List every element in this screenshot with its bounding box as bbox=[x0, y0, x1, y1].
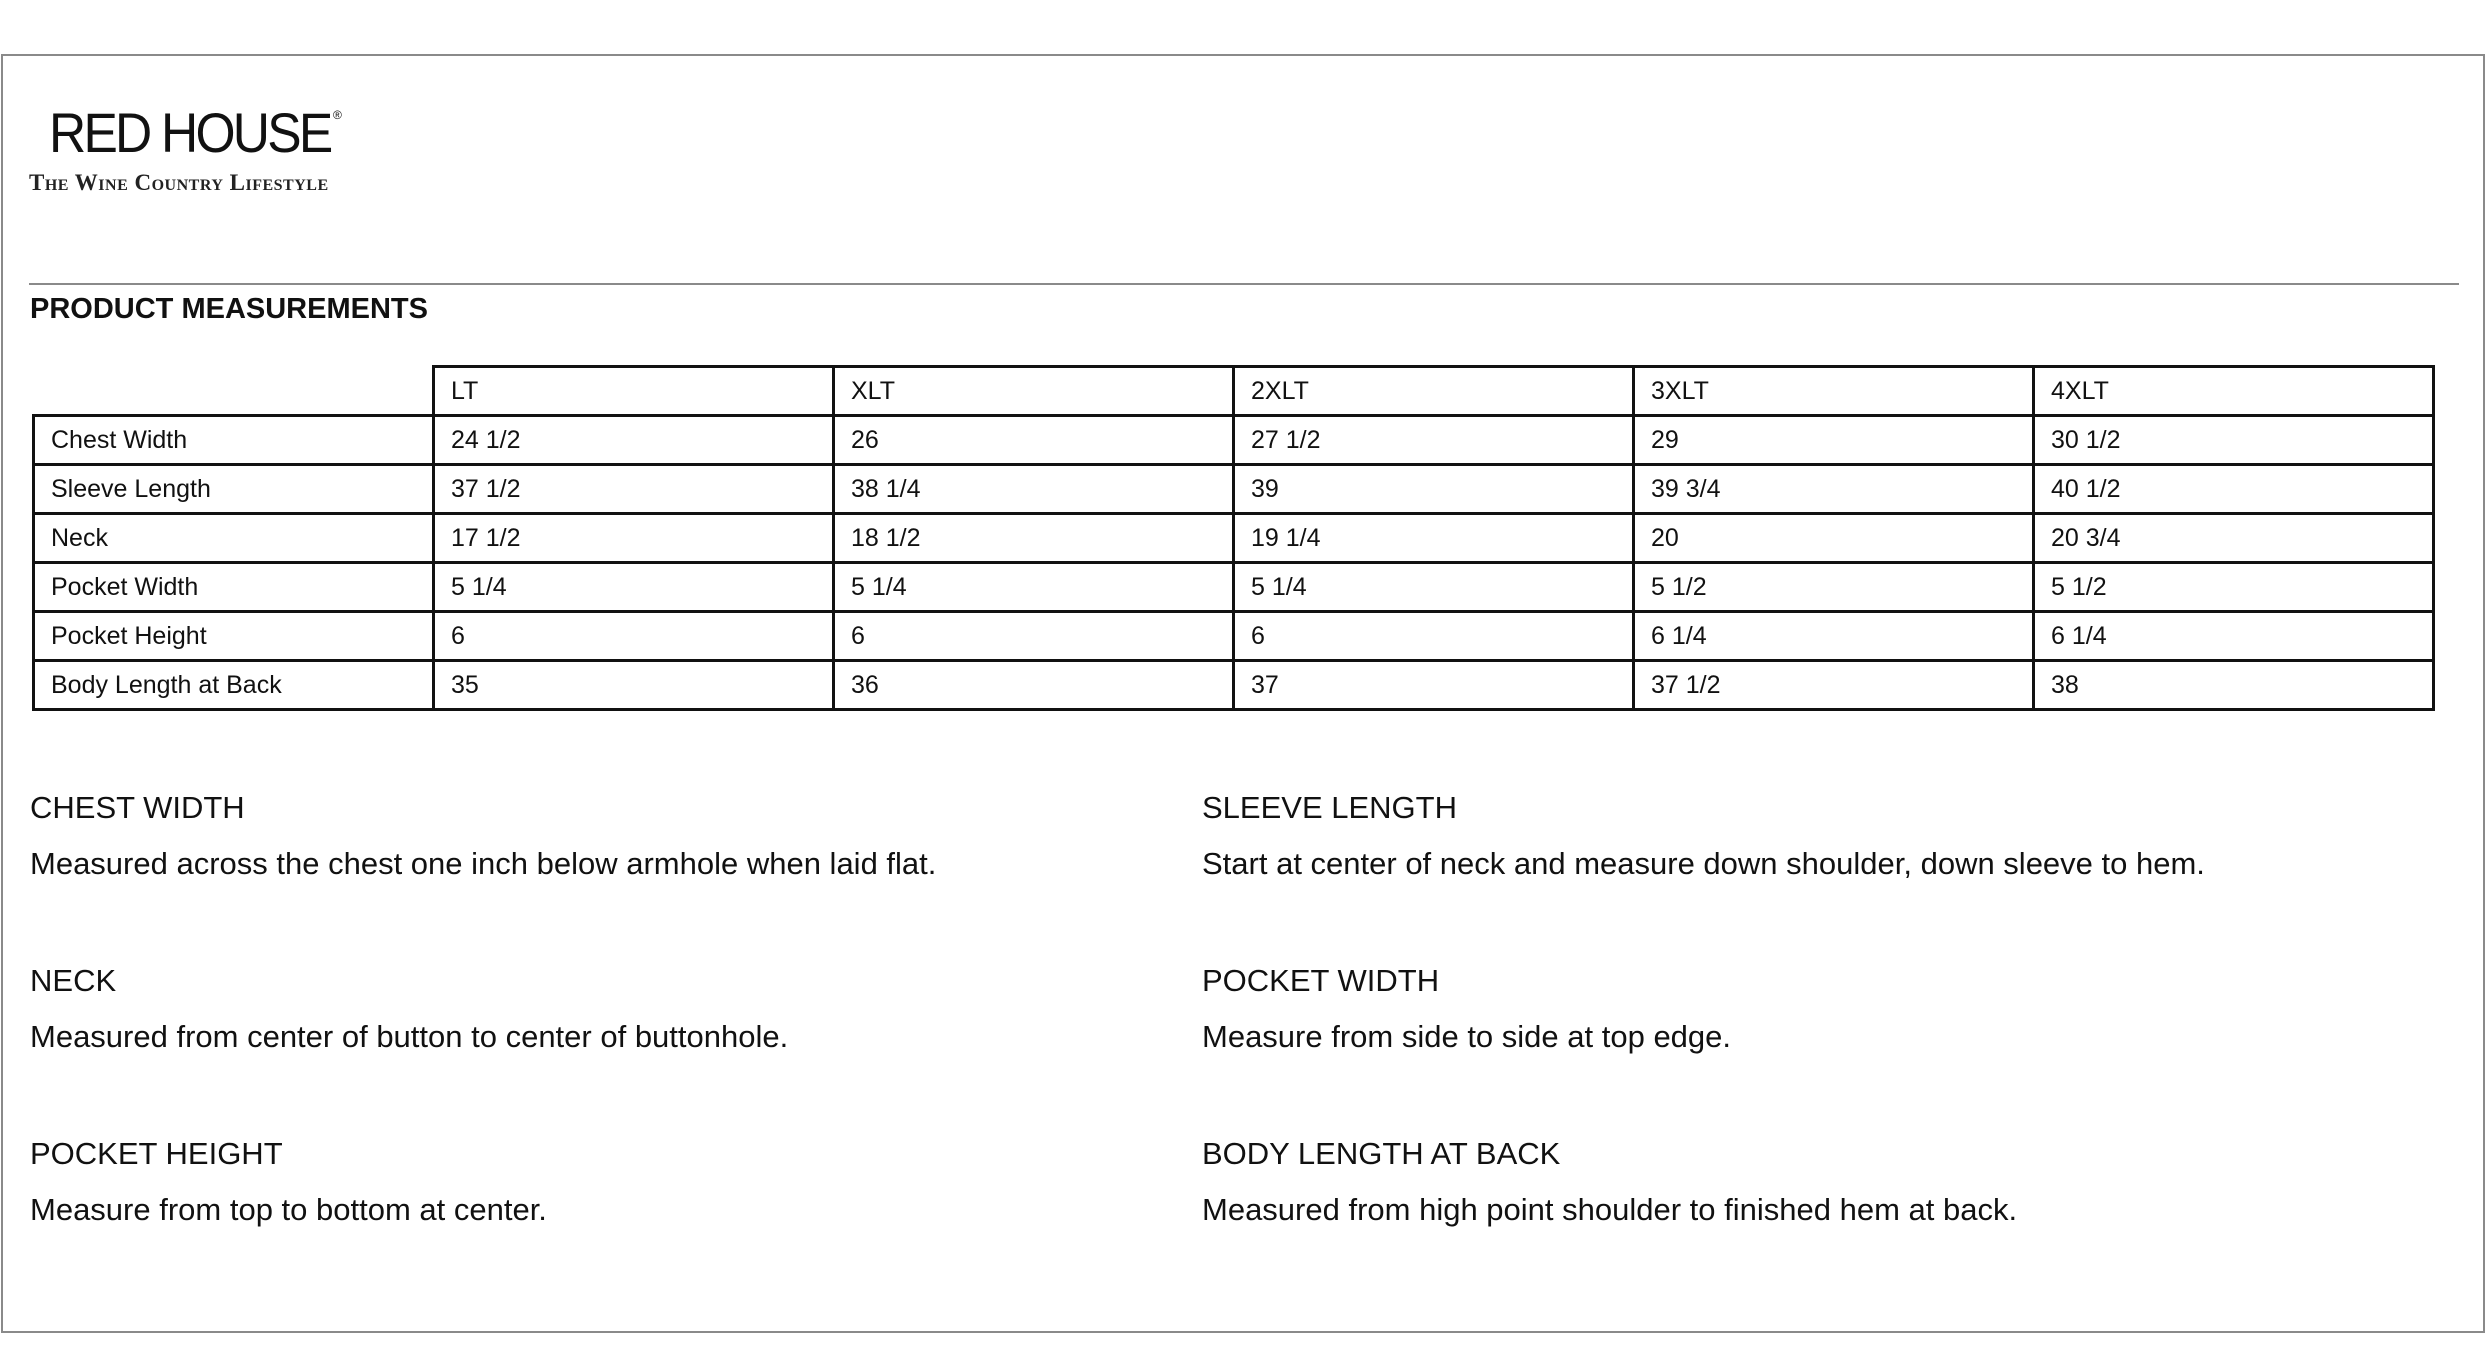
row-label: Sleeve Length bbox=[34, 465, 434, 514]
table-cell: 39 3/4 bbox=[1634, 465, 2034, 514]
table-cell: 5 1/4 bbox=[434, 563, 834, 612]
table-cell: 19 1/4 bbox=[1234, 514, 1634, 563]
table-cell: 35 bbox=[434, 661, 834, 710]
definition-text: Start at center of neck and measure down shoulder, down sleeve to hem. bbox=[1202, 846, 2205, 881]
table-cell: 29 bbox=[1634, 416, 2034, 465]
definition-text: Measured from center of button to center of buttonhole. bbox=[30, 1019, 789, 1054]
row-label: Pocket Height bbox=[34, 612, 434, 661]
definition-text: Measure from top to bottom at center. bbox=[30, 1192, 547, 1227]
table-cell: 26 bbox=[834, 416, 1234, 465]
table-cell: 5 1/4 bbox=[1234, 563, 1634, 612]
row-label: Neck bbox=[34, 514, 434, 563]
definition-title: BODY LENGTH AT BACK bbox=[1202, 1136, 1561, 1171]
table-header-cell: XLT bbox=[834, 367, 1234, 416]
definition-pocket-height bbox=[30, 1136, 1180, 1228]
definition-text: Measured across the chest one inch below armhole when laid flat. bbox=[30, 846, 937, 881]
table-cell: 6 1/4 bbox=[2034, 612, 2434, 661]
table-cell: 27 1/2 bbox=[1234, 416, 1634, 465]
table-header-cell: LT bbox=[434, 367, 834, 416]
brand-name: RED HOUSE bbox=[49, 101, 331, 164]
table-header-cell: 4XLT bbox=[2034, 367, 2434, 416]
table-row bbox=[34, 514, 2434, 563]
table-cell: 6 bbox=[834, 612, 1234, 661]
table-cell: 40 1/2 bbox=[2034, 465, 2434, 514]
row-label: Chest Width bbox=[34, 416, 434, 465]
table-cell: 37 1/2 bbox=[434, 465, 834, 514]
brand-logo bbox=[29, 100, 369, 200]
definition-title: NECK bbox=[30, 963, 117, 998]
table-cell: 6 1/4 bbox=[1634, 612, 2034, 661]
table-row bbox=[34, 661, 2434, 710]
row-label: Body Length at Back bbox=[34, 661, 434, 710]
table-cell: 17 1/2 bbox=[434, 514, 834, 563]
table-row bbox=[34, 612, 2434, 661]
definition-body-length-at-back bbox=[1202, 1136, 2352, 1228]
definition-text: Measured from high point shoulder to finished hem at back. bbox=[1202, 1192, 2018, 1227]
table-row bbox=[34, 465, 2434, 514]
table-row bbox=[34, 563, 2434, 612]
definition-title: CHEST WIDTH bbox=[30, 790, 245, 825]
table-header-row bbox=[34, 367, 2434, 416]
table-cell: 38 1/4 bbox=[834, 465, 1234, 514]
definition-text: Measure from side to side at top edge. bbox=[1202, 1019, 1732, 1054]
table-cell: 37 bbox=[1234, 661, 1634, 710]
measurements-table bbox=[32, 365, 2435, 711]
table-cell: 5 1/4 bbox=[834, 563, 1234, 612]
table-cell: 24 1/2 bbox=[434, 416, 834, 465]
table-cell: 20 bbox=[1634, 514, 2034, 563]
table-header-cell: 3XLT bbox=[1634, 367, 2034, 416]
definition-sleeve-length bbox=[1202, 790, 2352, 882]
definition-pocket-width bbox=[1202, 963, 2352, 1055]
table-cell: 6 bbox=[1234, 612, 1634, 661]
table-cell: 18 1/2 bbox=[834, 514, 1234, 563]
registered-mark: ® bbox=[333, 108, 342, 122]
section-title: PRODUCT MEASUREMENTS bbox=[30, 293, 428, 325]
table-header-cell bbox=[34, 367, 434, 416]
table-header-cell: 2XLT bbox=[1234, 367, 1634, 416]
table-cell: 20 3/4 bbox=[2034, 514, 2434, 563]
brand-tagline: The Wine Country Lifestyle bbox=[29, 170, 329, 195]
table-cell: 39 bbox=[1234, 465, 1634, 514]
definition-chest-width bbox=[30, 790, 1180, 882]
table-row bbox=[34, 416, 2434, 465]
table-cell: 30 1/2 bbox=[2034, 416, 2434, 465]
table-cell: 5 1/2 bbox=[1634, 563, 2034, 612]
definition-title: POCKET WIDTH bbox=[1202, 963, 1440, 998]
table-cell: 37 1/2 bbox=[1634, 661, 2034, 710]
row-label: Pocket Width bbox=[34, 563, 434, 612]
table-cell: 38 bbox=[2034, 661, 2434, 710]
definition-neck bbox=[30, 963, 1180, 1055]
header-divider bbox=[29, 283, 2459, 285]
definition-title: SLEEVE LENGTH bbox=[1202, 790, 1457, 825]
definition-title: POCKET HEIGHT bbox=[30, 1136, 283, 1171]
table-cell: 6 bbox=[434, 612, 834, 661]
table-cell: 5 1/2 bbox=[2034, 563, 2434, 612]
table-cell: 36 bbox=[834, 661, 1234, 710]
